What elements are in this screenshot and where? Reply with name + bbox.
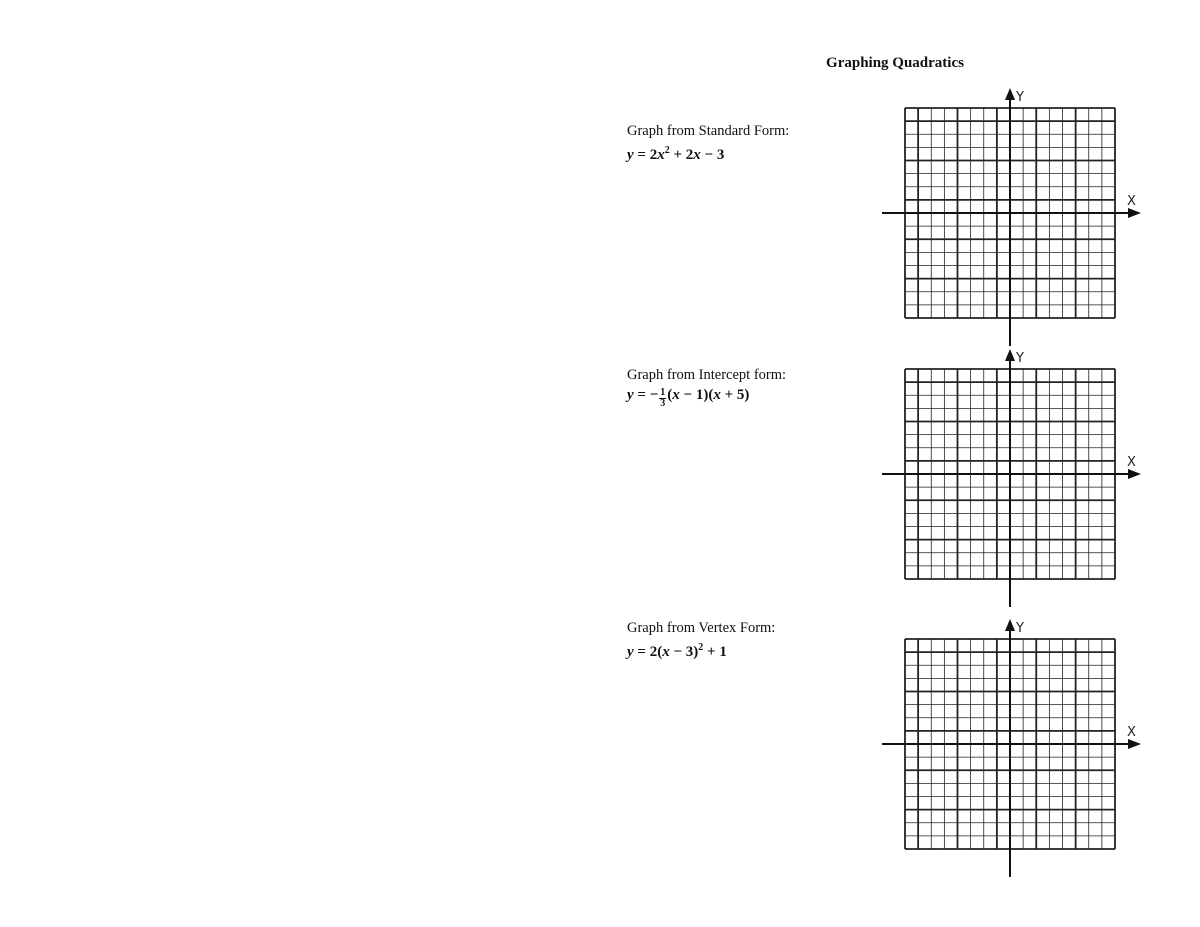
x-axis-label: X: [1127, 455, 1136, 470]
x-axis-arrow: [1128, 208, 1141, 218]
equation-vertex-form: $y = 2(x - 3)^2 + 1$: [627, 642, 727, 660]
y-axis-label: Y: [1016, 90, 1024, 105]
x-axis-label: X: [1127, 725, 1136, 740]
problem-vertex-form: [627, 619, 867, 662]
grid-svg: [880, 617, 1142, 879]
problem-label: Graph from Standard Form:: [627, 123, 790, 139]
x-axis-label: X: [1127, 194, 1136, 209]
grid-svg: [880, 347, 1142, 609]
y-axis-arrow: [1005, 88, 1015, 100]
y-axis-label: Y: [1016, 621, 1024, 636]
problem-intercept-form: [627, 366, 867, 409]
coordinate-grid-2[interactable]: [880, 347, 1142, 609]
fraction-one-third: $\frac{1}{3}$: [660, 387, 666, 409]
problem-label: Graph from Vertex Form:: [627, 620, 776, 636]
equation-intercept-form: y = − $\frac{1}{3}$ (x − 1)(x + 5): [627, 387, 750, 409]
problem-standard-form: [627, 122, 867, 165]
y-axis-arrow: [1005, 349, 1015, 361]
grid-svg: [880, 86, 1142, 348]
problem-label: Graph from Intercept form:: [627, 367, 787, 383]
equation-standard-form: $y = 2x^2 + 2x - 3$: [627, 145, 725, 163]
y-axis-arrow: [1005, 619, 1015, 631]
x-axis-arrow: [1128, 469, 1141, 479]
x-axis-arrow: [1128, 739, 1141, 749]
y-axis-label: Y: [1016, 351, 1024, 366]
coordinate-grid-1[interactable]: [880, 86, 1142, 348]
worksheet-title: Graphing Quadratics: [826, 55, 964, 71]
coordinate-grid-3[interactable]: [880, 617, 1142, 879]
